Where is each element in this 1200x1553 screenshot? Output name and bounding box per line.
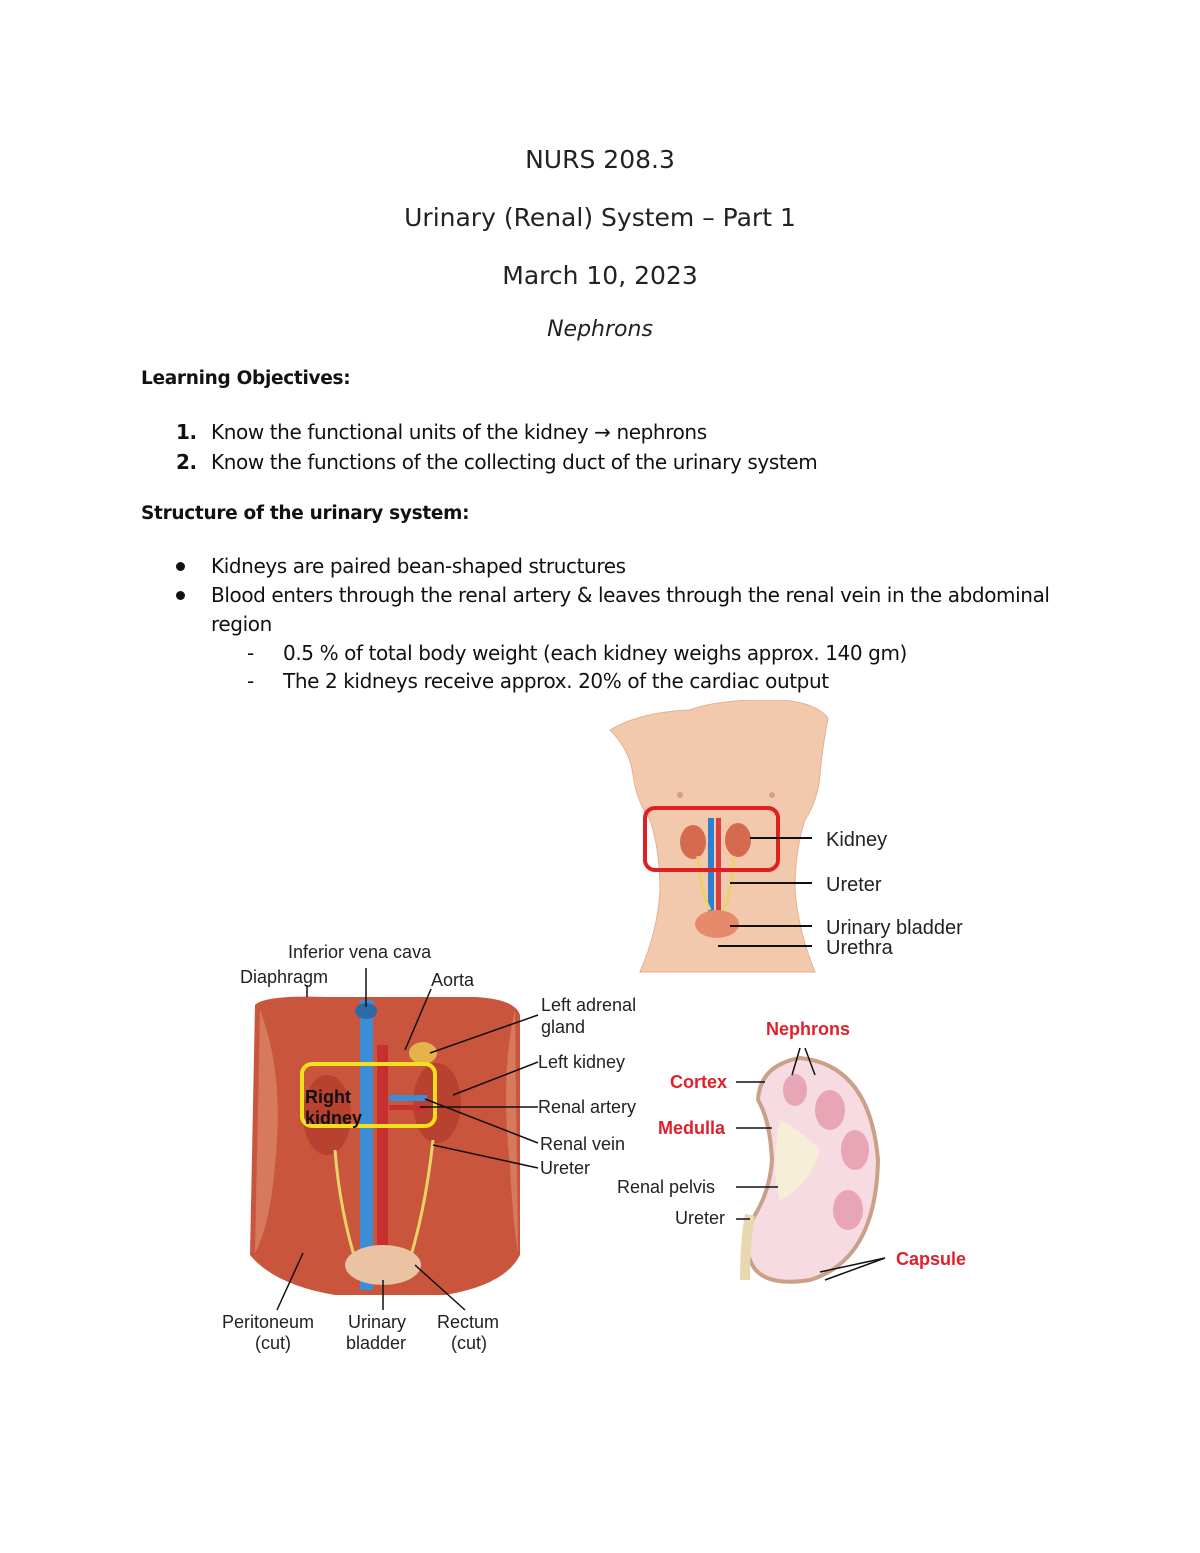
objective-number: 1. (176, 420, 197, 444)
label-renal-vein: Renal vein (540, 1134, 626, 1154)
bladder-shape (345, 1245, 421, 1285)
label-ureter: Ureter (675, 1208, 726, 1228)
label-rectum: Rectum (437, 1312, 500, 1332)
objective-text: Know the functions of the collecting duct of the urinary system (211, 450, 818, 474)
label-bladder: bladder (346, 1333, 407, 1353)
course-code: NURS 208.3 (525, 145, 675, 174)
lecture-subtitle: Nephrons (547, 317, 653, 342)
bullet-marker (176, 591, 185, 600)
label-medulla: Medulla (658, 1118, 726, 1138)
label-peritoneum-cut: (cut) (255, 1333, 291, 1353)
lecture-date: March 10, 2023 (502, 261, 698, 290)
abdomen-dissection-figure (215, 935, 655, 1365)
label-kidney: Kidney (826, 829, 888, 851)
label-diaphragm: Diaphragm (240, 967, 329, 987)
nipple-left (677, 792, 683, 798)
kidney-right-shape (680, 825, 706, 859)
label-nephrons: Nephrons (766, 1019, 851, 1039)
sub-text: The 2 kidneys receive approx. 20% of the cardiac output (283, 669, 829, 693)
pyramid-shape (833, 1190, 863, 1230)
label-urinary: Urinary (348, 1312, 407, 1332)
objectives-heading: Learning Objectives: (141, 368, 351, 389)
adrenal-shape (409, 1042, 437, 1064)
label-ureter: Ureter (540, 1158, 591, 1178)
bullet-text-continuation: region (211, 612, 272, 636)
kidney-section-figure (610, 1010, 990, 1300)
bullet-marker (176, 562, 185, 571)
dash-marker: - (247, 641, 254, 665)
objective-text: Know the functional units of the kidney → nephrons (211, 420, 707, 444)
label-renal-artery: Renal artery (538, 1097, 637, 1117)
label-rectum-cut: (cut) (451, 1333, 487, 1353)
kidney-left-shape (725, 823, 751, 857)
bladder-shape (695, 910, 739, 938)
body-urinary-figure (600, 700, 1000, 980)
label-capsule: Capsule (896, 1249, 967, 1269)
bullet-text: Kidneys are paired bean-shaped structures (211, 554, 626, 578)
bullet-text: Blood enters through the renal artery & leaves through the renal vein in the abdominal (211, 583, 1050, 607)
label-renal-pelvis: Renal pelvis (617, 1177, 716, 1197)
label-urinary-bladder: Urinary bladder (826, 917, 963, 939)
label-left-kidney: Left kidney (538, 1052, 626, 1072)
pyramid-shape (815, 1090, 845, 1130)
dash-marker: - (247, 669, 254, 693)
renal-vein-shape (389, 1095, 427, 1101)
label-kidney: kidney (305, 1108, 363, 1128)
label-aorta: Aorta (431, 970, 475, 990)
label-urethra: Urethra (826, 937, 893, 959)
lecture-title: Urinary (Renal) System – Part 1 (404, 203, 796, 232)
label-ureter: Ureter (826, 874, 882, 896)
label-right: Right (305, 1087, 351, 1107)
artery-shape (716, 818, 721, 913)
pyramid-shape (841, 1130, 869, 1170)
kidney-section-shape (746, 1058, 878, 1282)
vein-shape (708, 818, 714, 913)
label-gland: gland (541, 1017, 586, 1037)
pyramid-shape (783, 1074, 807, 1106)
structure-heading: Structure of the urinary system: (141, 503, 470, 524)
ureter-shape (745, 1215, 750, 1280)
label-peritoneum: Peritoneum (222, 1312, 315, 1332)
sub-text: 0.5 % of total body weight (each kidney weighs approx. 140 gm) (283, 641, 907, 665)
label-left-adrenal: Left adrenal (541, 995, 637, 1015)
label-cortex: Cortex (670, 1072, 728, 1092)
label-inferior-vena-cava: Inferior vena cava (288, 942, 432, 962)
objective-number: 2. (176, 450, 197, 474)
nipple-right (769, 792, 775, 798)
